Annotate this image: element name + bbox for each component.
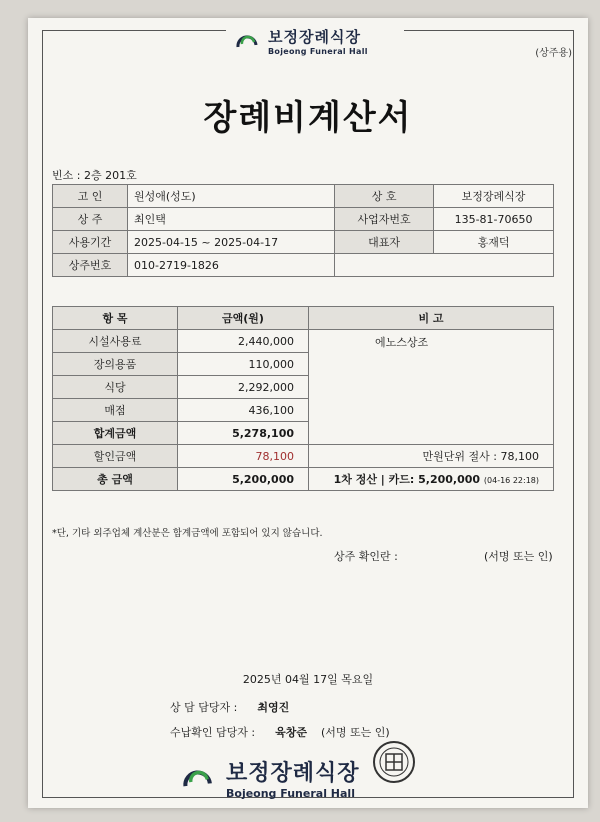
footer-logo (180, 756, 360, 800)
deceased-value: 원성애(성도) (128, 185, 335, 208)
consult-staff-name: 최영진 (257, 701, 290, 714)
footer-logo-english: Bojeong Funeral Hall (226, 787, 355, 800)
logo-korean: 보정장례식장 (268, 28, 361, 46)
business-name-value: 보정장례식장 (434, 185, 554, 208)
settlement-info (309, 468, 554, 491)
consult-staff (170, 699, 289, 715)
receipt-staff-name: 육창준 (275, 726, 307, 739)
issue-date: 2025년 04월 17일 목요일 (242, 673, 374, 686)
cost-item-amount: 2,440,000 (178, 330, 309, 353)
table-row (53, 330, 554, 353)
cost-item-label: 시설사용료 (53, 330, 178, 353)
discount-note: 만원단위 절사 : 78,100 (309, 445, 554, 468)
cost-item-label: 식당 (53, 376, 178, 399)
chief-mourner-value: 최인택 (128, 208, 335, 231)
business-name-label: 상 호 (335, 185, 434, 208)
usage-label: (상주용) (535, 48, 572, 59)
receipt-staff (170, 724, 390, 740)
cost-note: 에노스상조 (309, 330, 554, 445)
mourner-confirm-label: 상주 확인란 : (334, 550, 398, 563)
mourner-sign-placeholder: (서명 또는 인) (484, 550, 553, 563)
funeral-hall-logo-icon (180, 764, 218, 792)
representative-label: 대표자 (335, 231, 434, 254)
consult-staff-label: 상 담 담당자 : (170, 701, 238, 714)
receipt-staff-label: 수납확인 담당자 : (170, 726, 256, 739)
document-title: 장례비계산서 (203, 98, 413, 138)
footer-logo-korean: 보정장례식장 (226, 761, 360, 786)
subtotal-amount: 5,278,100 (178, 422, 309, 445)
cost-item-label: 매점 (53, 399, 178, 422)
total-amount: 5,200,000 (178, 468, 309, 491)
cost-item-amount: 110,000 (178, 353, 309, 376)
discount-amount: 78,100 (178, 445, 309, 468)
mourner-phone-value: 010-2719-1826 (128, 254, 335, 277)
representative-value: 홍재덕 (434, 231, 554, 254)
cost-item-label: 장의용품 (53, 353, 178, 376)
settlement-time: (04-16 22:18) (483, 476, 539, 485)
note-header: 비 고 (309, 307, 554, 330)
deceased-label: 고 인 (53, 185, 128, 208)
header-logo (226, 24, 404, 58)
invoice-sheet (28, 18, 588, 808)
mourner-phone-label: 상주번호 (53, 254, 128, 277)
business-no-label: 사업자번호 (335, 208, 434, 231)
settlement-text: 1차 정산 | 카드: 5,200,000 (333, 473, 481, 486)
chief-mourner-label: 상 주 (53, 208, 128, 231)
business-no-value: 135-81-70650 (434, 208, 554, 231)
cost-item-amount: 436,100 (178, 399, 309, 422)
item-header: 항 목 (53, 307, 178, 330)
logo-english: Bojeong Funeral Hall (268, 47, 368, 56)
period-value: 2025-04-15 ~ 2025-04-17 (128, 231, 335, 254)
subtotal-label: 합계금액 (53, 422, 178, 445)
footnote: *단, 기타 외주업체 계산분은 합계금액에 포함되어 있지 않습니다. (52, 528, 323, 539)
cost-item-amount: 2,292,000 (178, 376, 309, 399)
info-empty-cell (335, 254, 554, 277)
funeral-hall-logo-icon (234, 31, 262, 51)
total-label: 총 금액 (53, 468, 178, 491)
period-label: 사용기간 (53, 231, 128, 254)
amount-header: 금액(원) (178, 307, 309, 330)
room-info: 빈소 : 2층 201호 (52, 169, 137, 182)
info-table (52, 184, 554, 277)
discount-label: 할인금액 (53, 445, 178, 468)
receipt-sign-placeholder: (서명 또는 인) (320, 726, 390, 739)
company-seal-icon (372, 740, 416, 784)
cost-table (52, 306, 554, 491)
